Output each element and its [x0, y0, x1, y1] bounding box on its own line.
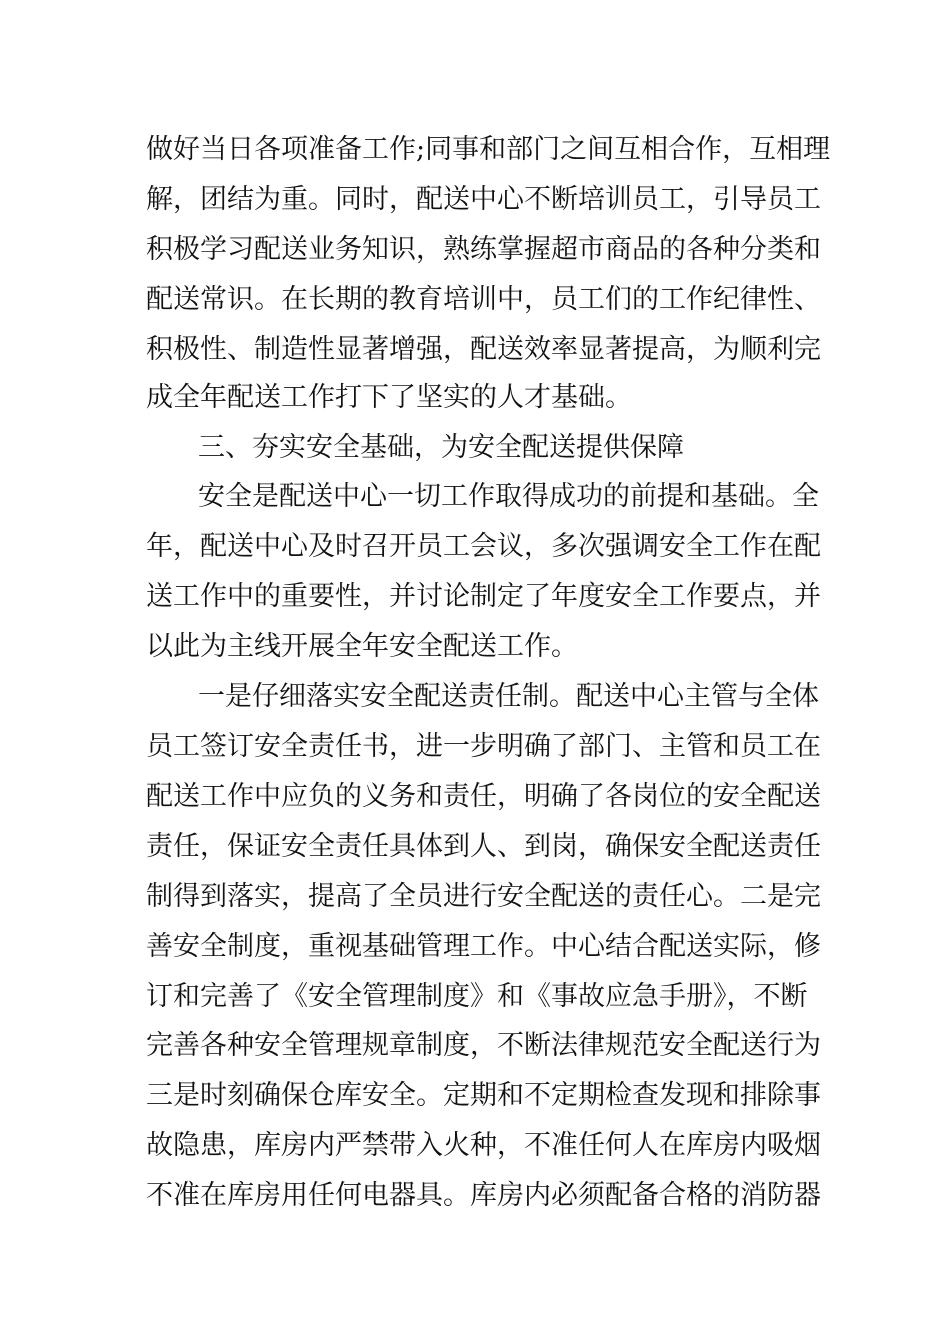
paragraph-line: 积极性、制造性显著增强，配送效率显著提高，为顺利完	[146, 334, 821, 365]
paragraph-line: 解，团结为重。同时，配送中心不断培训员工，引导员工	[146, 184, 821, 215]
paragraph-line: 完善各种安全管理规章制度，不断法律规范安全配送行为	[146, 1030, 821, 1061]
paragraph-line: 订和完善了《安全管理制度》和《事故应急手册》，不断	[146, 981, 808, 1012]
paragraph-line: 以此为主线开展全年安全配送工作。	[146, 631, 578, 662]
paragraph-line: 做好当日各项准备工作;同事和部门之间互相合作，互相理	[146, 134, 831, 165]
paragraph-line: 责任，保证安全责任具体到人、到岗，确保安全配送责任	[146, 831, 821, 862]
paragraph-line: 善安全制度，重视基础管理工作。中心结合配送实际，修	[146, 931, 821, 962]
paragraph-line: 配送工作中应负的义务和责任，明确了各岗位的安全配送	[146, 781, 821, 812]
paragraph-line: 积极学习配送业务知识，熟练掌握超市商品的各种分类和	[146, 234, 821, 265]
paragraph-line: 制得到落实，提高了全员进行安全配送的责任心。二是完	[146, 881, 821, 912]
paragraph-line: 安全是配送中心一切工作取得成功的前提和基础。全	[198, 481, 819, 512]
paragraph-line: 不准在库房用任何电器具。库房内必须配备合格的消防器	[146, 1180, 821, 1211]
section-heading: 三、夯实安全基础，为安全配送提供保障	[198, 432, 684, 463]
paragraph-line: 三是时刻确保仓库安全。定期和不定期检查发现和排除事	[146, 1080, 821, 1111]
paragraph-line: 员工签订安全责任书，进一步明确了部门、主管和员工在	[146, 731, 821, 762]
paragraph-line: 送工作中的重要性，并讨论制定了年度安全工作要点，并	[146, 581, 821, 612]
paragraph-line: 一是仔细落实安全配送责任制。配送中心主管与全体	[198, 681, 819, 712]
paragraph-line: 成全年配送工作打下了坚实的人才基础。	[146, 382, 632, 413]
paragraph-line: 配送常识。在长期的教育培训中，员工们的工作纪律性、	[146, 284, 821, 315]
paragraph-line: 故隐患，库房内严禁带入火种，不准任何人在库房内吸烟	[146, 1130, 821, 1161]
paragraph-line: 年，配送中心及时召开员工会议，多次强调安全工作在配	[146, 531, 821, 562]
